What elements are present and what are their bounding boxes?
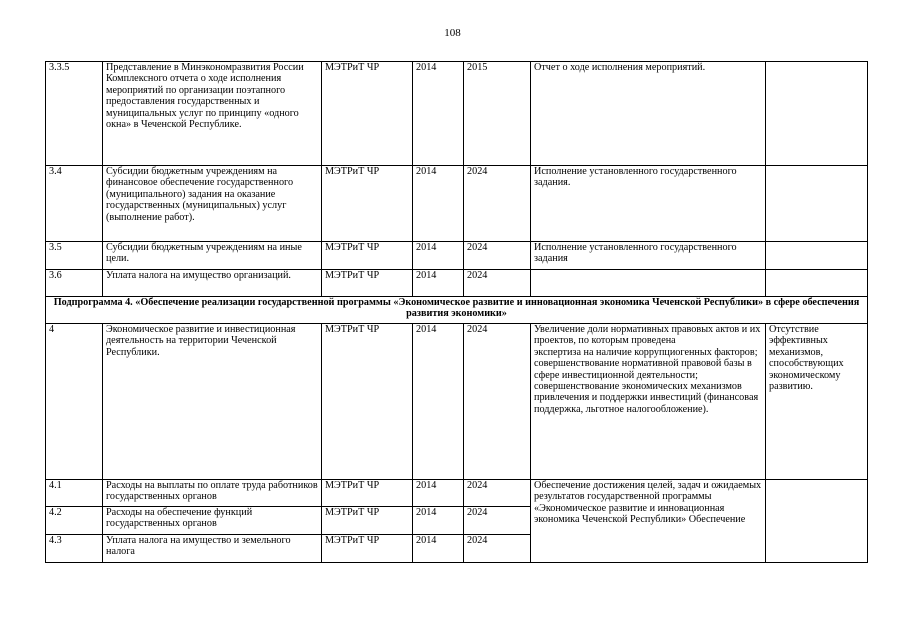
executor: МЭТРиТ ЧР — [322, 166, 413, 242]
activity-name: Расходы на обеспечение функций государственных органов — [103, 507, 322, 535]
end-year: 2024 — [464, 507, 531, 535]
activity-name: Экономическое развитие и инвестиционная деятельность на территории Чеченской Республики. — [103, 324, 322, 480]
table-row — [46, 270, 868, 297]
start-year: 2014 — [413, 535, 464, 563]
start-year: 2014 — [413, 242, 464, 270]
expected-result: Обеспечение достижения целей, задач и ожидаемых результатов государственной программы «Экономическое развитие и инновационная экономика Чеченской Республики» Обеспечение — [531, 480, 766, 563]
activity-name: Расходы на выплаты по оплате труда работников государственных органов — [103, 480, 322, 507]
expected-result: Исполнение установленного государственного задания — [531, 242, 766, 270]
note — [766, 480, 868, 563]
end-year: 2024 — [464, 166, 531, 242]
table-row — [46, 166, 868, 242]
row-number: 3.4 — [46, 166, 103, 242]
end-year: 2024 — [464, 480, 531, 507]
row-number: 3.3.5 — [46, 62, 103, 166]
executor: МЭТРиТ ЧР — [322, 480, 413, 507]
table-row — [46, 324, 868, 480]
row-number: 4 — [46, 324, 103, 480]
subprogram-title: Подпрограмма 4. «Обеспечение реализации государственной программы «Экономическое развитие и инновационная экономика Чеченской Республики» в сфере обеспечения развития экономики» — [46, 297, 868, 324]
row-number: 3.5 — [46, 242, 103, 270]
note — [766, 166, 868, 242]
table-row — [46, 242, 868, 270]
end-year: 2024 — [464, 242, 531, 270]
row-number: 4.2 — [46, 507, 103, 535]
executor: МЭТРиТ ЧР — [322, 507, 413, 535]
page-number: 108 — [444, 27, 461, 39]
executor: МЭТРиТ ЧР — [322, 62, 413, 166]
start-year: 2014 — [413, 480, 464, 507]
start-year: 2014 — [413, 62, 464, 166]
end-year: 2024 — [464, 324, 531, 480]
activity-name: Представление в Минэкономразвития России Комплексного отчета о ходе исполнения мероприятий по организации поэтапного предоставления государственных и муниципальных услуг по принципу «одного окна» в Чеченской Республике. — [103, 62, 322, 166]
row-number: 4.1 — [46, 480, 103, 507]
table-row — [46, 62, 868, 166]
executor: МЭТРиТ ЧР — [322, 324, 413, 480]
executor: МЭТРиТ ЧР — [322, 535, 413, 563]
expected-result: Отчет о ходе исполнения мероприятий. — [531, 62, 766, 166]
activity-name: Уплата налога на имущество и земельного налога — [103, 535, 322, 563]
note — [766, 270, 868, 297]
end-year: 2024 — [464, 270, 531, 297]
table-row — [46, 480, 868, 507]
end-year: 2024 — [464, 535, 531, 563]
note — [766, 62, 868, 166]
row-number: 4.3 — [46, 535, 103, 563]
note — [766, 242, 868, 270]
subprogram-row — [46, 297, 868, 324]
executor: МЭТРиТ ЧР — [322, 242, 413, 270]
expected-result — [531, 270, 766, 297]
program-table — [45, 61, 868, 563]
activity-name: Субсидии бюджетным учреждениям на иные цели. — [103, 242, 322, 270]
executor: МЭТРиТ ЧР — [322, 270, 413, 297]
end-year: 2015 — [464, 62, 531, 166]
note: Отсутствие эффективных механизмов, способствующих экономическому развитию. — [766, 324, 868, 480]
activity-name: Субсидии бюджетным учреждениям на финансовое обеспечение государственного (муниципального) задания на оказание государственных (муниципальных) услуг (выполнение работ). — [103, 166, 322, 242]
row-number: 3.6 — [46, 270, 103, 297]
start-year: 2014 — [413, 270, 464, 297]
start-year: 2014 — [413, 507, 464, 535]
expected-result: Исполнение установленного государственного задания. — [531, 166, 766, 242]
start-year: 2014 — [413, 324, 464, 480]
start-year: 2014 — [413, 166, 464, 242]
expected-result: Увеличение доли нормативных правовых актов и их проектов, по которым проведена экспертиза на наличие коррупциогенных факторов; совершенствование нормативной правовой базы в сфере инвестиционной деятельности; совершенствование экономических механизмов привлечения и поддержки инвестиций (финансовая поддержка, льготное налогообложение). — [531, 324, 766, 480]
activity-name: Уплата налога на имущество организаций. — [103, 270, 322, 297]
